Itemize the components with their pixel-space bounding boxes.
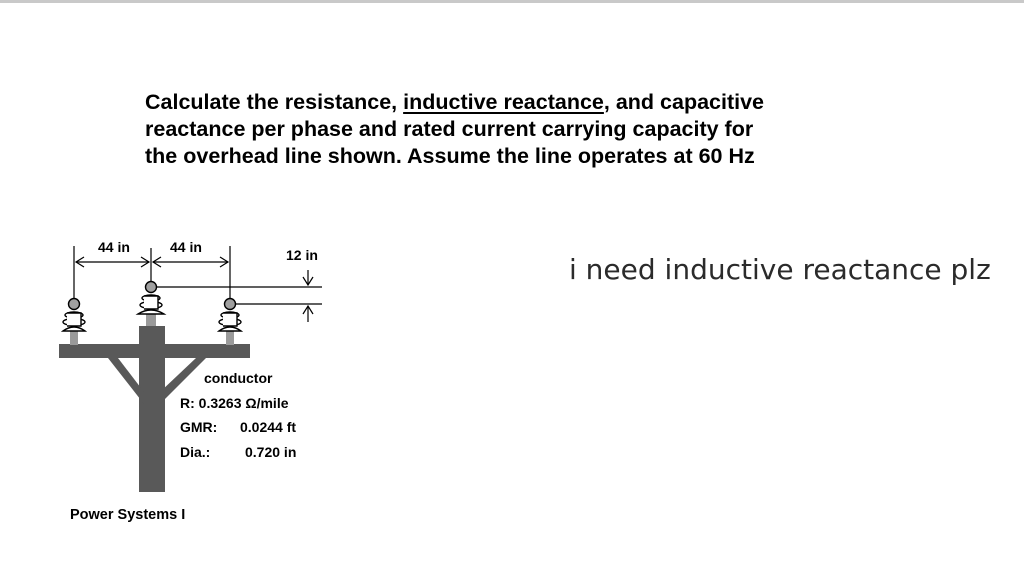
- gmr-value: 0.0244 ft: [240, 419, 297, 435]
- resistance-label: R: 0.3263 Ω/mile: [180, 395, 289, 411]
- crossarm: [59, 344, 250, 358]
- problem-line-1-start: Calculate the resistance,: [145, 90, 404, 114]
- user-comment: i need inductive reactance plz: [569, 253, 991, 286]
- diameter-label: Dia.:: [180, 444, 211, 460]
- gmr-label: GMR:: [180, 419, 218, 435]
- insulator-right: [219, 299, 241, 346]
- insulator-center: [138, 282, 164, 327]
- problem-line-1-end: , and capacitive: [603, 90, 765, 114]
- insulator-left: [63, 299, 85, 346]
- problem-line-2: reactance per phase and rated current carrying capacity for: [145, 117, 754, 141]
- underlined-term: inductive reactance: [403, 90, 604, 114]
- conductor-right: [225, 299, 236, 310]
- diameter-value: 0.720 in: [245, 444, 297, 460]
- conductor-label: conductor: [204, 370, 273, 386]
- conductor-center: [146, 282, 157, 293]
- problem-line-3: the overhead line shown. Assume the line operates at 60 Hz: [145, 144, 755, 168]
- left-brace: [108, 358, 144, 404]
- spacing-right-label: 44 in: [170, 239, 202, 255]
- vertical-offset-label: 12 in: [286, 247, 318, 263]
- course-footer: Power Systems I: [70, 507, 186, 523]
- spacing-left-label: 44 in: [98, 239, 130, 255]
- conductor-left: [69, 299, 80, 310]
